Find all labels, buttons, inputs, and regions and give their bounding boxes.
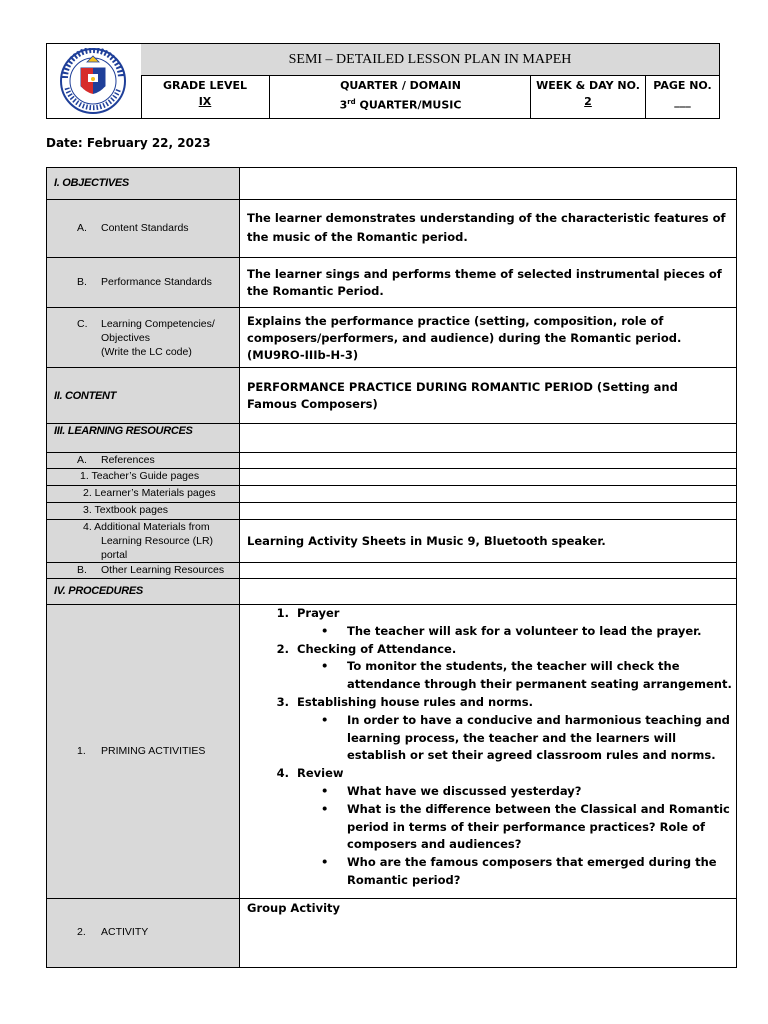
- priming-activities-list: [247, 605, 737, 890]
- list-item: • To monitor the students, the teacher will check the attendance through their permanent seating arrangement.: [343, 658, 737, 694]
- header-table: [46, 43, 720, 119]
- content-standards-value: The learner demonstrates understanding of the characteristic features of the music of the Romantic period.: [247, 211, 726, 244]
- priming-item-review: 4. Review • What have we discussed yesterday? • What is the difference between the Classical and Romantic period in terms of their performance practices? Role of composers and audiences? • Who are the famous composers that emerged during the Romantic period?: [293, 765, 737, 890]
- week-day-cell: [531, 76, 646, 118]
- grade-level-cell: [141, 76, 270, 118]
- page-no-label: PAGE NO.: [653, 79, 712, 92]
- objectives-heading-row: [47, 168, 736, 200]
- page-no-value: ___: [674, 95, 691, 108]
- content-row: [47, 368, 736, 424]
- list-item: • The teacher will ask for a volunteer to lead the prayer.: [343, 623, 737, 641]
- procedures-heading-row: [47, 579, 736, 605]
- quarter-domain-label: QUARTER / DOMAIN: [340, 79, 461, 92]
- quarter-suffix: rd: [347, 98, 356, 106]
- activity-value: Group Activity: [247, 901, 341, 915]
- list-item: • Who are the famous composers that emerged during the Romantic period?: [343, 854, 737, 890]
- quarter-domain-value: [271, 94, 530, 114]
- learning-competencies-row: C. Learning Competencies/ Objectives (Write the LC code) Explains the performance practice (setting, composition, role of composers/performers, and audience) during the Romantic period. (MU9RO-IIIb-H-3): [47, 308, 736, 368]
- week-day-value: 2: [584, 95, 592, 108]
- priming-item-house-rules: 3. Establishing house rules and norms. • In order to have a conducive and harmonious teaching and learning process, the teacher and the learners will establish or set their agreed classroom rules and norms.: [293, 694, 737, 765]
- references-row: A. References: [47, 453, 736, 469]
- content-value: PERFORMANCE PRACTICE DURING ROMANTIC PERIOD (Setting and Famous Composers): [247, 380, 678, 411]
- objectives-heading: I. OBJECTIVES: [54, 177, 129, 189]
- content-standards-row: A. Content Standards The learner demonstrates understanding of the characteristic features of the music of the Romantic period.: [47, 200, 736, 258]
- performance-standards-value: The learner sings and performs theme of selected instrumental pieces of the Romantic Period.: [247, 267, 722, 298]
- quarter-domain-text: QUARTER/MUSIC: [355, 98, 462, 112]
- teachers-guide-row: [47, 469, 736, 486]
- additional-materials-value: Learning Activity Sheets in Music 9, Bluetooth speaker.: [247, 534, 606, 548]
- lc-code: (MU9RO-IIIb-H-3): [247, 348, 359, 362]
- quarter-number: 3: [339, 98, 348, 112]
- performance-standards-row: B. Performance Standards The learner sings and performs theme of selected instrumental pieces of the Romantic Period.: [47, 258, 736, 308]
- other-resources-row: B. Other Learning Resources: [47, 563, 736, 579]
- grade-level-value: IX: [198, 95, 212, 108]
- list-item: • In order to have a conducive and harmonious teaching and learning process, the teacher and the learners will establish or set their agreed classroom rules and norms.: [343, 712, 737, 765]
- list-item: • What have we discussed yesterday?: [343, 783, 737, 801]
- priming-item-prayer: 1. Prayer • The teacher will ask for a volunteer to lead the prayer.: [293, 605, 737, 641]
- textbook-row: [47, 503, 736, 520]
- learning-competencies-value: Explains the performance practice (setting, composition, role of composers/performers, and audience) during the Romantic period. (MU9RO-IIIb-H-3): [247, 314, 682, 362]
- learners-materials-row: [47, 486, 736, 503]
- lesson-date: Date: February 22, 2023: [46, 136, 211, 150]
- learners-materials-label: 2. Learner’s Materials pages: [83, 487, 216, 499]
- lesson-plan-table: [46, 167, 737, 968]
- learning-resources-heading-row: [47, 424, 736, 453]
- activity-row: 2. ACTIVITY Group Activity: [47, 899, 736, 967]
- priming-item-attendance: 2. Checking of Attendance. • To monitor the students, the teacher will check the attendance through their permanent seating arrangement.: [293, 641, 737, 694]
- lesson-plan-title: SEMI – DETAILED LESSON PLAN IN MAPEH: [141, 44, 719, 76]
- logo-cell: [47, 44, 142, 118]
- quarter-domain-cell: [271, 76, 531, 118]
- additional-materials-row: [47, 520, 736, 563]
- learning-resources-heading: III. LEARNING RESOURCES: [54, 425, 193, 437]
- priming-activities-row: 1. PRIMING ACTIVITIES 1. Prayer • The teacher will ask for a volunteer to lead the prayer. 2. Checking of Attendance. • To monitor the students, the teacher will check the attendance through their permanent seating arrangement. 3. Establishing house rules and norms. • In order to have a conducive and harmonious teaching and learning process, the teacher and the learners will establish or set their agreed classroom rules and norms. 4. Review • What have we discussed yesterday? • What is the difference between the Classical and Romantic period in terms of their performance practices? Role of composers and audiences? • Who are the famous composers that emerged during the Romantic period?: [47, 605, 736, 899]
- additional-materials-label: 4. Additional Materials from Learning Resource (LR) portal: [83, 521, 214, 561]
- deped-seal-logo: [57, 48, 129, 114]
- content-heading: II. CONTENT: [54, 390, 117, 402]
- list-item: • What is the difference between the Classical and Romantic period in terms of their performance practices? Role of composers and audiences?: [343, 801, 737, 854]
- grade-level-label: GRADE LEVEL: [162, 79, 248, 92]
- procedures-heading: IV. PROCEDURES: [54, 585, 143, 597]
- page-no-cell: [646, 76, 719, 118]
- textbook-label: 3. Textbook pages: [83, 504, 169, 516]
- teachers-guide-label: 1. Teacher’s Guide pages: [80, 470, 200, 482]
- column-divider: [239, 168, 240, 967]
- week-day-label: WEEK & DAY NO.: [536, 79, 640, 92]
